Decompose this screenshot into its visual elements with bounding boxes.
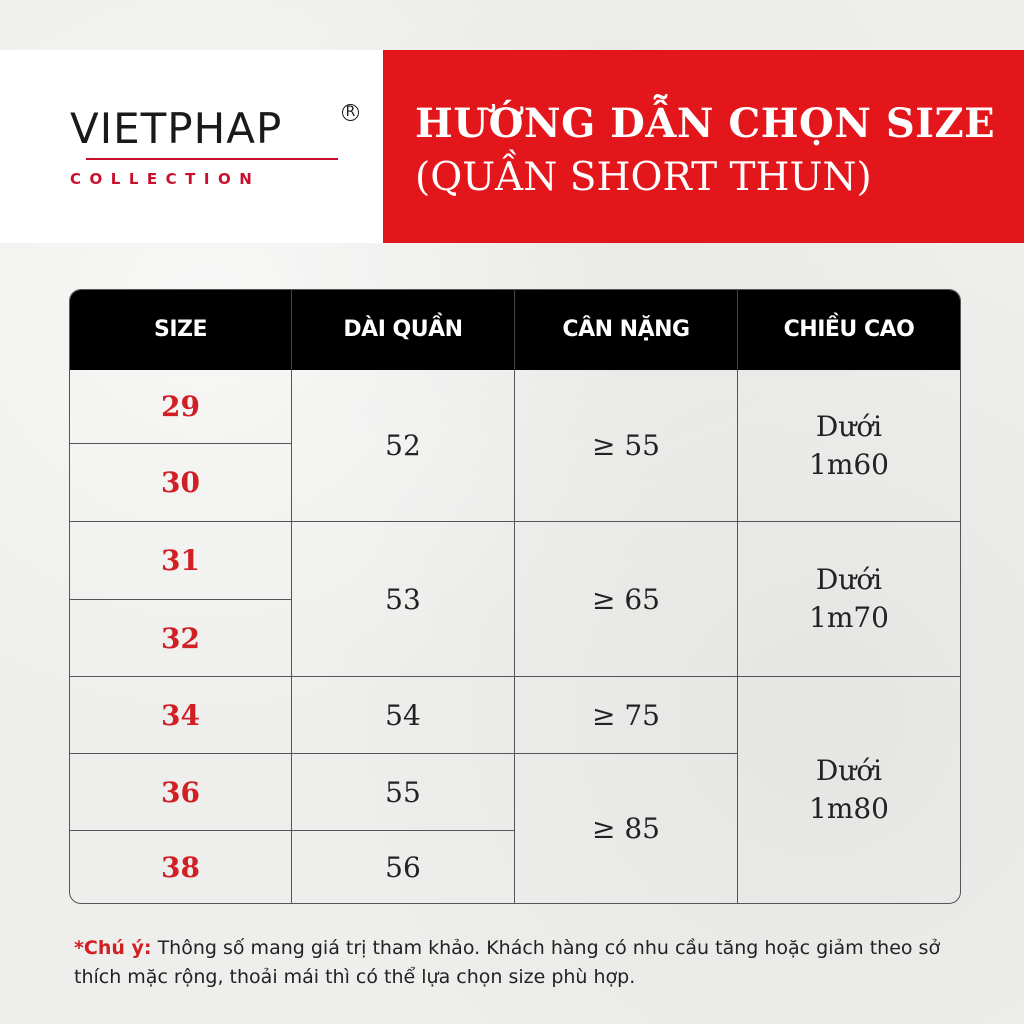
column-header-height: CHIỀU CAO: [783, 317, 915, 342]
logo-subtitle: COLLECTION: [70, 170, 261, 188]
weight-cell: ≥ 65: [515, 522, 738, 677]
length-cell: 52: [292, 370, 515, 522]
height-cell: [738, 370, 960, 522]
page-subtitle: (QUẦN SHORT THUN): [415, 155, 872, 200]
page-title: HƯỚNG DẪN CHỌN SIZE: [415, 100, 996, 147]
registered-mark-icon: R: [342, 104, 359, 121]
height-label: Dưới: [815, 563, 883, 597]
size-cell: 31: [70, 522, 292, 600]
weight-cell: ≥ 75: [515, 677, 738, 754]
height-value: 1m80: [809, 792, 889, 825]
size-cell: 34: [70, 677, 292, 754]
size-chart-table: [69, 289, 961, 904]
brand-logo: [70, 104, 370, 188]
size-cell: 36: [70, 754, 292, 831]
length-cell: 53: [292, 522, 515, 677]
size-cell: 29: [70, 370, 292, 444]
size-cell: 32: [70, 600, 292, 677]
footnote-text: Thông số mang giá trị tham khảo. Khách hàng có nhu cầu tăng hoặc giảm theo sở thích mặc rộng, thoải mái thì có thể lựa chọn size phù hợp.: [74, 937, 941, 988]
size-cell: 30: [70, 444, 292, 522]
length-cell: 55: [292, 754, 515, 831]
height-value: 1m60: [809, 447, 889, 481]
column-header-length: DÀI QUẦN: [343, 317, 463, 342]
column-header-weight: CÂN NẶNG: [562, 317, 690, 342]
logo-underline: [86, 158, 338, 160]
height-label: Dưới: [815, 409, 883, 443]
footnote: [74, 934, 974, 991]
column-header-size: SIZE: [153, 317, 207, 342]
footnote-label: *Chú ý:: [74, 937, 152, 959]
logo-wordmark: VIETPHAP: [70, 104, 283, 153]
height-cell: [738, 677, 960, 903]
size-cell: 38: [70, 831, 292, 903]
height-value: 1m70: [809, 601, 889, 634]
weight-cell: ≥ 55: [515, 370, 738, 522]
height-cell: [738, 522, 960, 677]
height-label: Dưới: [815, 754, 883, 788]
title-banner: [383, 50, 1024, 243]
length-cell: 56: [292, 831, 515, 903]
length-cell: 54: [292, 677, 515, 754]
table-header: [70, 290, 960, 370]
weight-cell: ≥ 85: [515, 754, 738, 903]
